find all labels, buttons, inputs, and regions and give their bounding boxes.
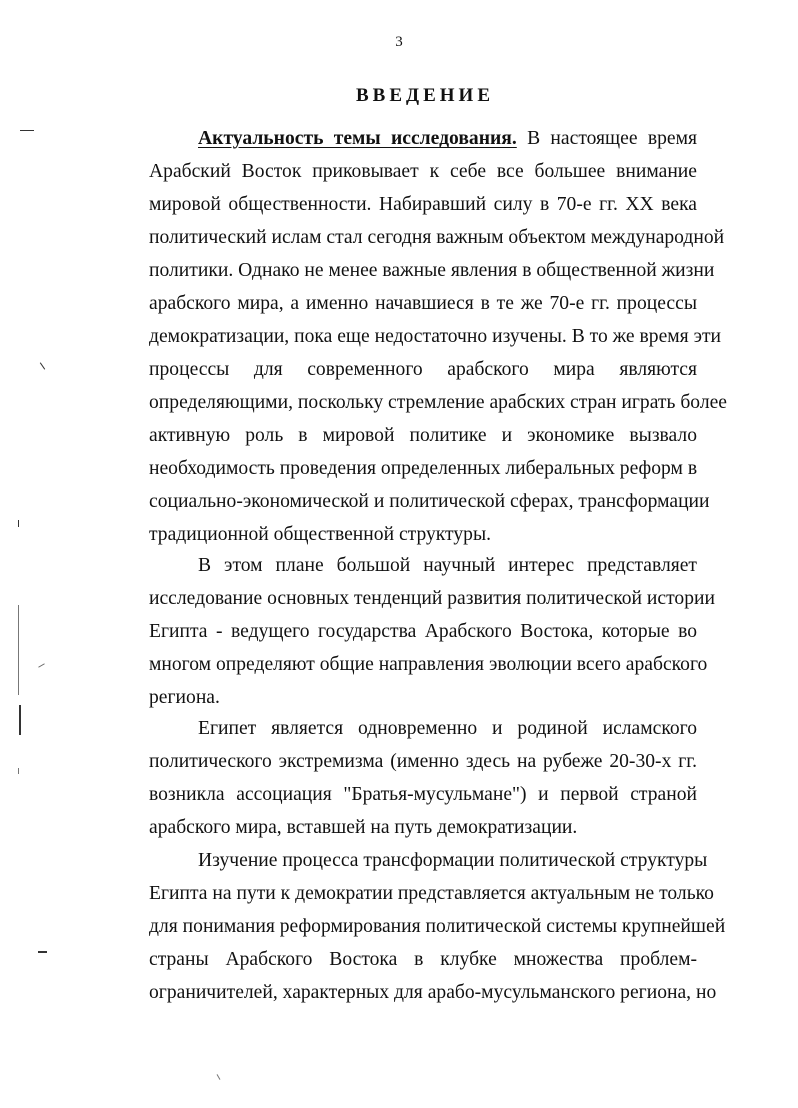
text-line: Арабский Восток приковывает к себе все большее внимание xyxy=(149,161,697,182)
text-line: Изучение процесса трансформации политической структуры xyxy=(198,850,708,871)
text-line: арабского мира, вставшей на путь демократизации. xyxy=(149,817,578,838)
text-line: многом определяют общие направления эволюции всего арабского xyxy=(149,654,708,675)
text-line: социально-экономической и политической сферах, трансформации xyxy=(149,491,710,512)
scan-artifact xyxy=(38,951,47,953)
text-line: мировой общественности. Набиравший силу в 70-е гг. XX века xyxy=(149,194,697,215)
text-line: В этом плане большой научный интерес представляет xyxy=(198,555,697,576)
text-line: исследование основных тенденций развития политической истории xyxy=(149,588,715,609)
scan-artifact xyxy=(18,605,19,695)
text-line: для понимания реформирования политической системы крупнейшей xyxy=(149,916,726,937)
section-title: ВВЕДЕНИЕ xyxy=(356,85,494,106)
scan-artifact xyxy=(18,768,19,774)
text-line: региона. xyxy=(149,687,220,708)
scan-artifact xyxy=(20,130,34,131)
text-line: демократизации, пока еще недостаточно изучены. В то же время эти xyxy=(149,326,722,347)
text-line: арабского мира, а именно начавшиеся в те же 70-е гг. процессы xyxy=(149,293,697,314)
text-line: политический ислам стал сегодня важным объектом международной xyxy=(149,227,725,248)
scan-artifact xyxy=(217,1074,221,1080)
text-line: Египта - ведущего государства Арабского Востока, которые во xyxy=(149,621,697,642)
text-line: страны Арабского Востока в клубке множества проблем- xyxy=(149,949,697,970)
scan-artifact xyxy=(18,520,19,527)
text-line: Египет является одновременно и родиной исламского xyxy=(198,718,697,739)
page-number: 3 xyxy=(395,34,403,50)
text-line: возникла ассоциация "Братья-мусульмане") и первой страной xyxy=(149,784,697,805)
paragraph-heading: Актуальность темы исследования. xyxy=(198,128,517,149)
text-line: традиционной общественной структуры. xyxy=(149,524,492,545)
text-line: процессы для современного арабского мира являются xyxy=(149,359,697,380)
scan-artifact xyxy=(38,663,45,667)
text-line: Египта на пути к демократии представляется актуальным не только xyxy=(149,883,714,904)
text-line: политического экстремизма (именно здесь на рубеже 20-30-х гг. xyxy=(149,751,697,772)
text-line: определяющими, поскольку стремление арабских стран играть более xyxy=(149,392,727,413)
scan-artifact xyxy=(40,362,45,369)
scan-artifact xyxy=(19,705,21,735)
text-line: политики. Однако не менее важные явления в общественной жизни xyxy=(149,260,715,281)
text-line: ограничителей, характерных для арабо-мусульманского региона, но xyxy=(149,982,717,1003)
text-line: необходимость проведения определенных либеральных реформ в xyxy=(149,458,698,479)
text-line: активную роль в мировой политике и экономике вызвало xyxy=(149,425,697,446)
text-line-content: В настоящее время xyxy=(516,128,697,149)
text-line xyxy=(198,128,697,150)
